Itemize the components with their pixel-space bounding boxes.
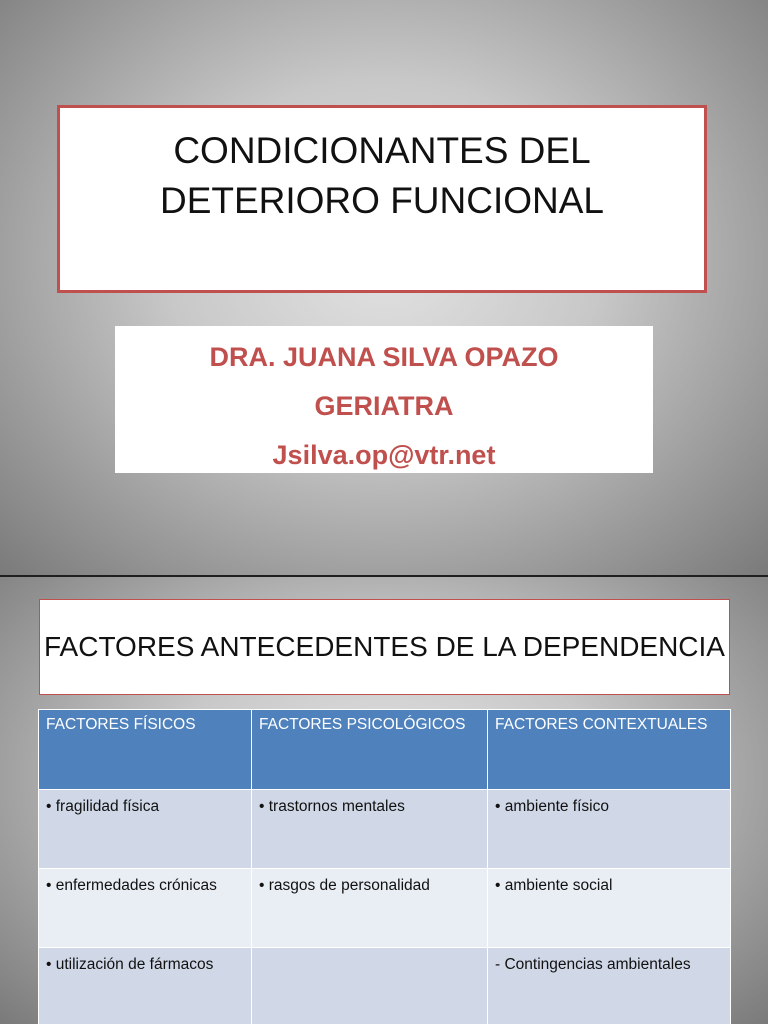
- author-box: [115, 326, 653, 473]
- table-cell: • ambiente social: [488, 869, 731, 948]
- title-box: [57, 105, 707, 293]
- table-cell: - Contingencias ambientales: [488, 948, 731, 1024]
- title-line-2: DETERIORO FUNCIONAL: [159, 180, 605, 221]
- table-cell: • utilización de fármacos: [39, 948, 252, 1024]
- table-header-row: [39, 710, 731, 790]
- table-cell: • rasgos de personalidad: [252, 869, 488, 948]
- title-line-1: CONDICIONANTES DEL: [173, 130, 591, 171]
- heading-box: [39, 599, 730, 695]
- table-cell: • trastornos mentales: [252, 790, 488, 869]
- author-specialty: GERIATRA: [314, 391, 454, 421]
- slide-factors: [0, 577, 768, 1024]
- header-psychological: FACTORES PSICOLÓGICOS: [252, 710, 488, 790]
- header-physical: FACTORES FÍSICOS: [39, 710, 252, 790]
- factors-table: [38, 709, 731, 1024]
- slide-heading: FACTORES ANTECEDENTES DE LA DEPENDENCIA: [44, 631, 725, 662]
- header-contextual: FACTORES CONTEXTUALES: [488, 710, 731, 790]
- author-email: Jsilva.op@vtr.net: [272, 440, 496, 470]
- table-cell: • ambiente físico: [488, 790, 731, 869]
- table-cell: [252, 948, 488, 1024]
- table-cell: • fragilidad física: [39, 790, 252, 869]
- author-name: DRA. JUANA SILVA OPAZO: [209, 342, 559, 372]
- table-row: [39, 869, 731, 948]
- table-row: [39, 790, 731, 869]
- table-row: [39, 948, 731, 1024]
- table-cell: • enfermedades crónicas: [39, 869, 252, 948]
